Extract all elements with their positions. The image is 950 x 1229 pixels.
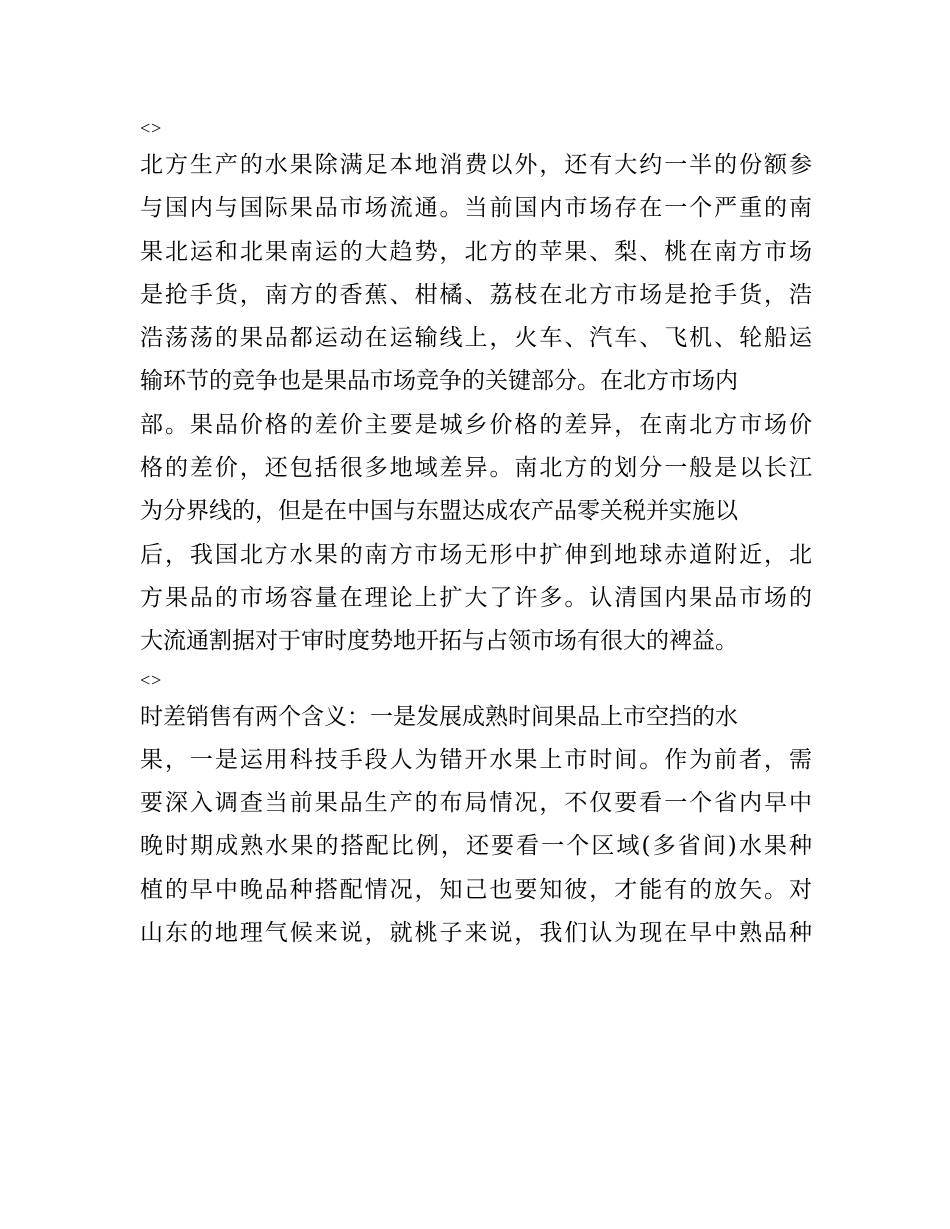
text-line: 大流通割据对于审时度势地开拓与占领市场有很大的裨益。 [140,628,738,655]
document-body [140,112,812,955]
section-marker: <> [140,669,163,690]
text-line: 浩荡荡的果品都运动在运输线上，火车、汽车、飞机、轮船运 [140,325,812,352]
text-line: 输环节的竞争也是果品市场竞争的关键部分。在北方市场内 [140,368,738,395]
text-line: 北方生产的水果除满足本地消费以外，还有大约一半的份额参 [140,152,812,178]
text-line: 方果品的市场容量在理论上扩大了许多。认清国内果品市场的 [140,584,812,611]
paragraph-time-difference-sales [140,696,812,956]
text-line: 果北运和北果南运的大趋势，北方的苹果、梨、桃在南方市场 [140,238,812,265]
text-line: 植的早中晚品种搭配情况，知己也要知彼，才能有的放矢。对 [140,876,812,903]
text-line: 为分界线的，但是在中国与东盟达成农产品零关税并实施以 [140,498,738,525]
text-line: 山东的地理气候来说，就桃子来说，我们认为现在早中熟品种 [140,920,812,947]
text-line: 与国内与国际果品市场流通。当前国内市场存在一个严重的南 [140,195,812,222]
text-line: 后，我国北方水果的南方市场无形中扩伸到地球赤道附近，北 [140,541,812,568]
text-line: 是抢手货，南方的香蕉、柑橘、荔枝在北方市场是抢手货，浩 [140,281,812,308]
text-line: 时差销售有两个含义：一是发展成熟时间果品上市空挡的水 [140,703,738,730]
section-marker: <> [140,118,163,138]
text-line: 晚时期成熟水果的搭配比例，还要看一个区域(多省间)水果种 [140,833,812,860]
text-line: 格的差价，还包括很多地域差异。南北方的划分一般是以长江 [140,455,812,482]
text-line: 果，一是运用科技手段人为错开水果上市时间。作为前者，需 [140,746,812,773]
text-line: 要深入调查当前果品生产的布局情况，不仅要看一个省内早中 [140,790,812,817]
paragraph-north-fruit-circulation [140,144,812,664]
text-line: 部。果品价格的差价主要是城乡价格的差异，在南北方市场价 [140,411,812,438]
